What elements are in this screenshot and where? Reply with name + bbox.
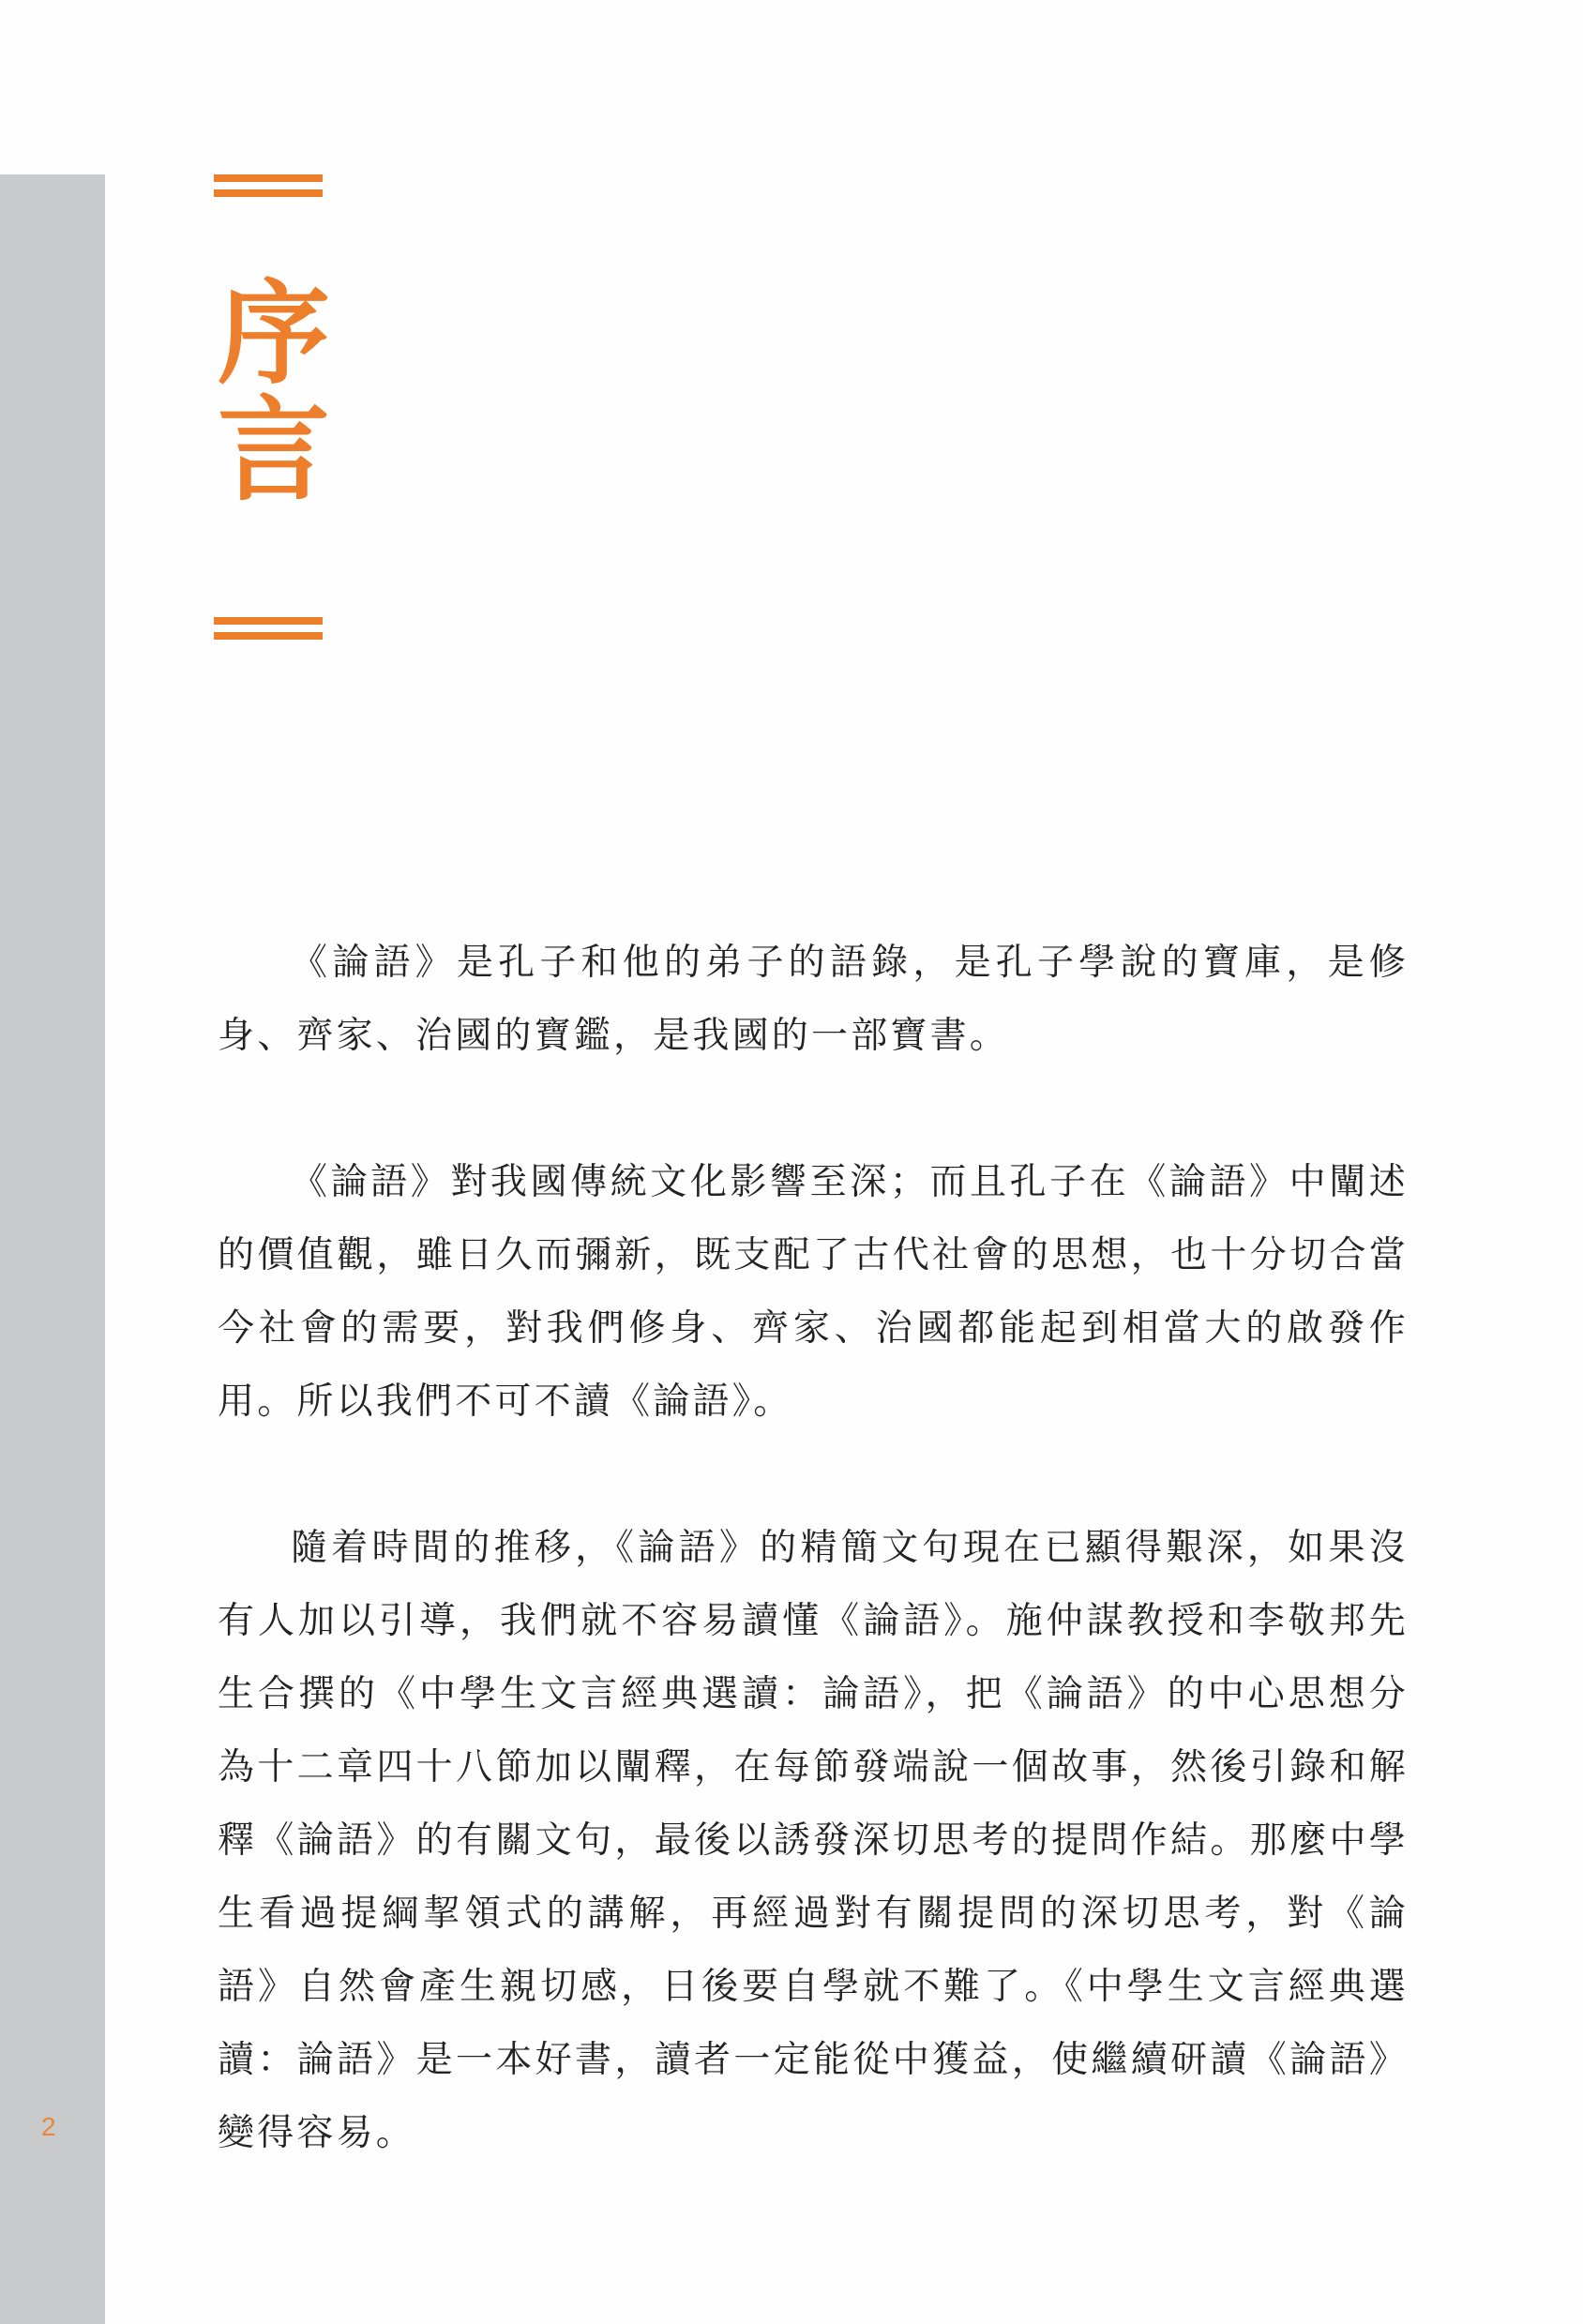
paragraph: 《論語》對我國傳統文化影響至深；而且孔子在《論語》中闡述的價值觀，雖日久而彌新，既支配了古代社會的思想，也十分切合當今社會的需要，對我們修身、齊家、治國都能起到相當大的啟發作用。所以我們不可不讀《論語》。 bbox=[218, 1161, 1409, 1423]
page-title: 序言 bbox=[199, 274, 331, 506]
paragraph: 《論語》是孔子和他的弟子的語錄，是孔子學說的寶庫，是修身、齊家、治國的寶鑑，是我國的一部寶書。 bbox=[218, 942, 1409, 1057]
page-number: 2 bbox=[41, 2112, 56, 2141]
paragraph: 隨着時間的推移，《論語》的精簡文句現在已顯得艱深，如果沒有人加以引導，我們就不容易讀懂《論語》。施仲謀教授和李敬邦先生合撰的《中學生文言經典選讀：論語》，把《論語》的中心思想分為十二章四十八節加以闡釋，在每節發端說一個故事，然後引錄和解釋《論語》的有關文句，最後以誘發深切思考的提問作結。那麼中學生看過提綱挈領式的講解，再經過對有關提問的深切思考，對《論語》自然會產生親切感，日後要自學就不難了。《中學生文言經典選讀：論語》是一本好書，讀者一定能從中獲益，使繼續研讀《論語》變得容易。 bbox=[218, 1527, 1409, 2154]
side-margin-strip bbox=[0, 174, 105, 2324]
title-bottom-rule bbox=[214, 617, 323, 641]
preface-body bbox=[218, 927, 1409, 2170]
title-top-rule bbox=[214, 174, 323, 199]
